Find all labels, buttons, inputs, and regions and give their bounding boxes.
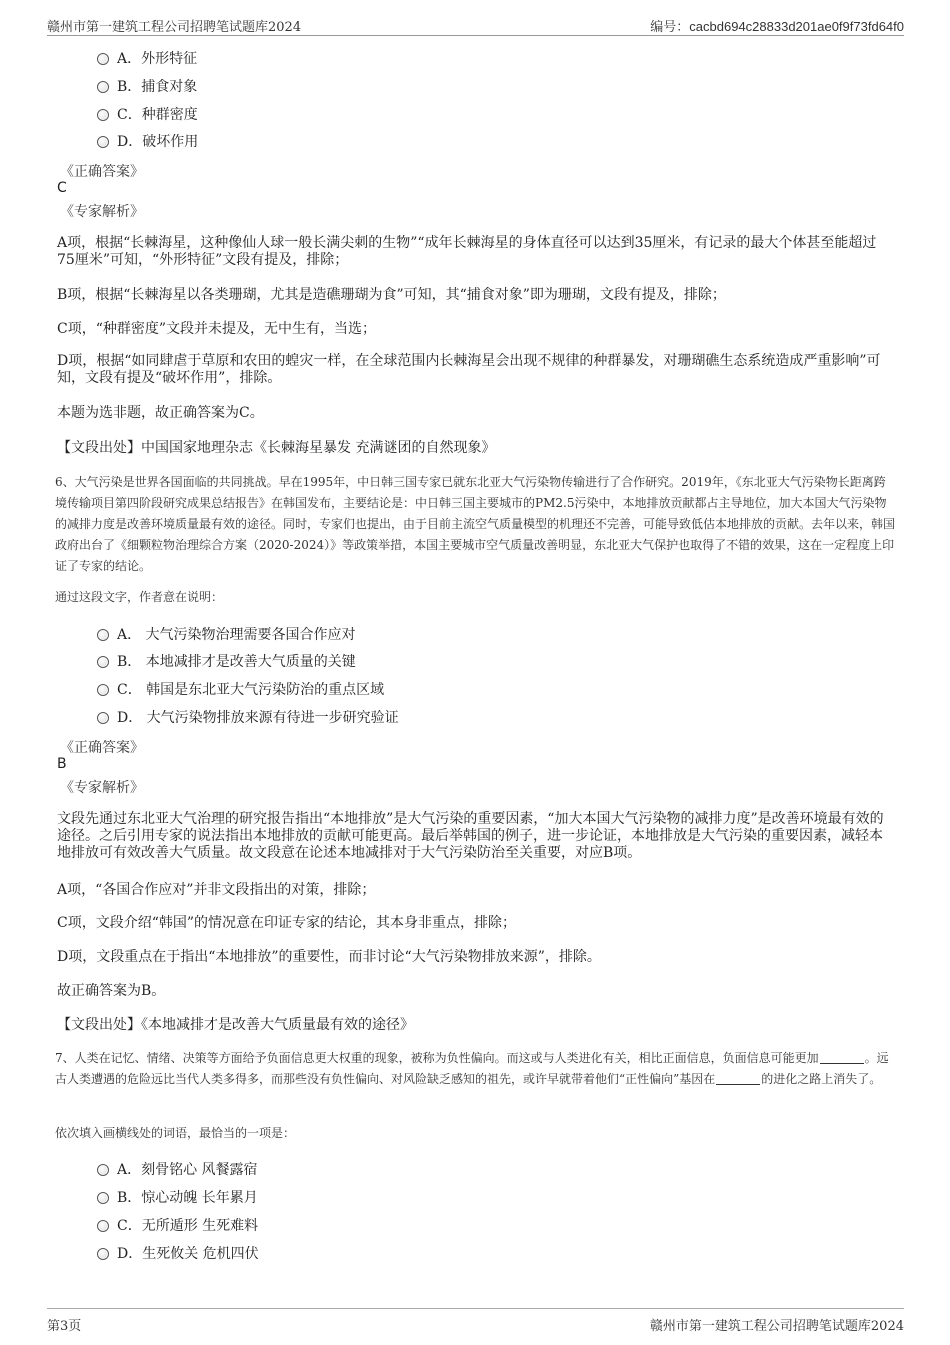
q7-prompt: 依次填入画横线处的词语，最恰当的一项是： [55,1126,296,1140]
q5-option-a[interactable]: A．外形特征 [97,48,197,68]
radio-icon[interactable] [97,656,109,668]
q6-analysis-d: D项，文段重点在于指出“本地排放”的重要性，而非讨论“大气污染物排放来源”，排除。 [57,949,601,965]
q5-conclusion: 本题为选非题，故正确答案为C。 [57,405,264,421]
q5-source: 【文段出处】中国国家地理杂志《长棘海星暴发 充满谜团的自然现象》 [57,440,496,456]
q6-option-a[interactable]: A． 大气污染物治理需要各国合作应对 [97,624,356,644]
q6-analysis-label: 《专家解析》 [60,780,144,796]
q5-option-d[interactable]: D．破坏作用 [97,131,198,151]
q5-analysis-d: D项，根据“如同肆虐于草原和农田的蝗灾一样，在全球范围内长棘海星会出现不规律的种群暴发，对珊瑚礁生态系统造成严重影响”可知，文段有提及“破坏作用”，排除。 [57,353,881,386]
radio-icon[interactable] [97,81,109,93]
radio-icon[interactable] [97,1164,109,1176]
q7-option-d[interactable]: D．生死攸关 危机四伏 [97,1243,259,1263]
fill-blank-2[interactable] [716,1072,760,1085]
q5-option-c[interactable]: C．种群密度 [97,104,198,124]
q5-answer-label: 《正确答案》 [60,164,144,180]
q6-source: 【文段出处】《本地减排才是改善大气质量最有效的途径》 [57,1017,414,1033]
q5-analysis-c: C项，“种群密度”文段并未提及，无中生有，当选； [57,321,377,337]
header-title: 赣州市第一建筑工程公司招聘笔试题库2024 [47,20,302,35]
page-header [47,13,904,36]
document-id: 编号：cacbd694c28833d201ae0f9f73fd64f0 [650,19,904,34]
q6-analysis-main: 文段先通过东北亚大气治理的研究报告指出“本地排放”是大气污染的重要因素，“加大本国大气污染物的减排力度”是改善环境最有效的途径。之后引用专家的说法指出本地排放的贡献可能更高。最后举韩国的例子，进一步论证，本地排放是大气污染的重要因素，减轻本地排放可有效改善大气质量。故文段意在论述本地减排对于大气污染防治至关重要，对应B项。 [57,811,884,861]
radio-icon[interactable] [97,53,109,65]
q5-answer: C [57,180,67,196]
page-number: 第3页 [47,1319,82,1334]
q6-answer-label: 《正确答案》 [60,740,144,756]
radio-icon[interactable] [97,629,109,641]
q6-analysis-c: C项，文段介绍“韩国”的情况意在印证专家的结论，其本身非重点，排除； [57,915,517,931]
q7-stem: 7、人类在记忆、情绪、决策等方面给予负面信息更大权重的现象，被称为负性偏向。而这或与人类进化有关，相比正面信息，负面信息可能更加 。远古人类遭遇的危险远比当代人类多得多，而那些没有负性偏向、对风险缺乏感知的祖先，或许早就带着他们“正性偏向”基因在 的进化之路上消失了。 [55,1051,889,1086]
radio-icon[interactable] [97,1192,109,1204]
radio-icon[interactable] [97,712,109,724]
q6-conclusion: 故正确答案为B。 [57,983,166,999]
radio-icon[interactable] [97,1220,109,1232]
q6-answer: B [57,756,67,772]
q7-option-b[interactable]: B．惊心动魄 长年累月 [97,1187,258,1207]
q5-analysis-a: A项，根据“长棘海星，这种像仙人球一般长满尖刺的生物”“成年长棘海星的身体直径可以达到35厘米，有记录的最大个体甚至能超过75厘米”可知，“外形特征”文段有提及，排除； [57,235,877,268]
radio-icon[interactable] [97,1248,109,1260]
q6-option-d[interactable]: D． 大气污染物排放来源有待进一步研究验证 [97,707,399,727]
q6-stem: 6、大气污染是世界各国面临的共同挑战。早在1995年，中日韩三国专家已就东北亚大气污染物传输进行了合作研究。2019年，《东北亚大气污染物长距离跨境传输项目第四阶段研究成果总结报告》在韩国发布，主要结论是：中日韩三国主要城市的PM2.5污染中，本地排放贡献都占主导地位，加大本国大气污染物的减排力度是改善环境质量最有效的途径。同时，专家们也提出，由于目前主流空气质量模型的机理还不完善，可能导致低估本地排放的贡献。去年以来，韩国政府出台了《细颗粒物治理综合方案（2020-2024）》等政策举措，本国主要城市空气质量改善明显，东北亚大气保护也取得了不错的效果，这在一定程度上印证了专家的结论。 [55,475,896,573]
q6-prompt: 通过这段文字，作者意在说明： [55,590,224,604]
q7-option-a[interactable]: A．刻骨铭心 风餐露宿 [97,1159,258,1179]
q5-analysis-b: B项，根据“长棘海星以各类珊瑚，尤其是造礁珊瑚为食”可知，其“捕食对象”即为珊瑚，文段有提及，排除； [57,287,726,303]
q6-option-c[interactable]: C． 韩国是东北亚大气污染防治的重点区域 [97,679,384,699]
radio-icon[interactable] [97,136,109,148]
footer-title: 赣州市第一建筑工程公司招聘笔试题库2024 [649,1319,904,1334]
radio-icon[interactable] [97,109,109,121]
page-footer [47,1308,904,1333]
q7-option-c[interactable]: C．无所遁形 生死难料 [97,1215,258,1235]
radio-icon[interactable] [97,684,109,696]
fill-blank-1[interactable] [820,1051,864,1064]
q6-option-b[interactable]: B． 本地减排才是改善大气质量的关键 [97,651,356,671]
q6-analysis-a: A项，“各国合作应对”并非文段指出的对策，排除； [57,882,376,898]
q5-analysis-label: 《专家解析》 [60,204,144,220]
q5-option-b[interactable]: B．捕食对象 [97,76,197,96]
